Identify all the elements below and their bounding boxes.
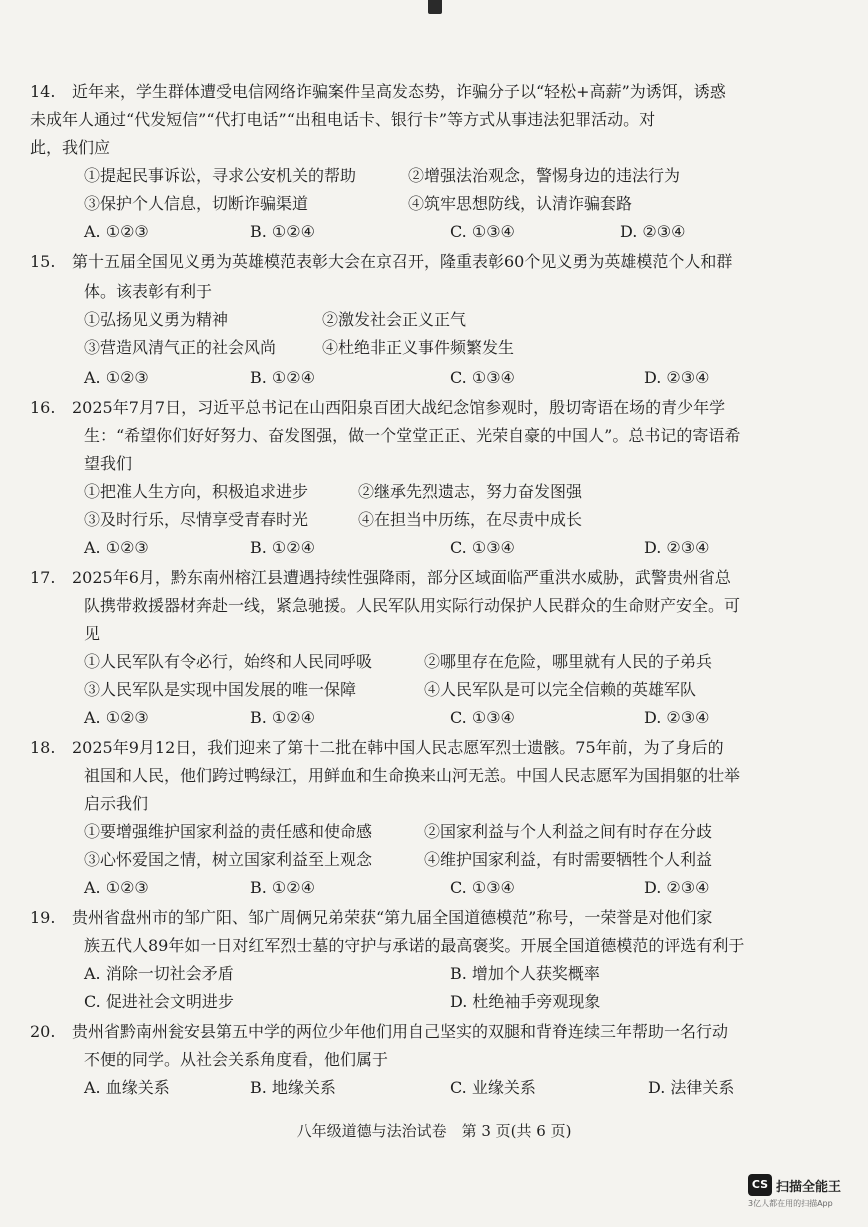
option-b: B. ①②④ [250,708,315,727]
watermark-subtitle: 3亿人都在用的扫描App [748,1199,833,1208]
stem-line: 体。该表彰有利于 [84,282,213,301]
option-d: D. ②③④ [644,878,710,897]
stem-line: 贵州省盘州市的邹广阳、邹广周俩兄弟荣获“第九届全国道德模范”称号，一荣誉是对他们家 [72,908,713,927]
question-number: 16. [30,398,56,417]
statement: ④维护国家利益，有时需要牺牲个人利益 [424,850,713,869]
statement: ③及时行乐，尽情享受青春时光 [84,510,309,529]
statement: ①人民军队有令必行，始终和人民同呼吸 [84,652,373,671]
option-c: C. ①③④ [450,708,515,727]
stem-line: 不便的同学。从社会关系角度看，他们属于 [84,1050,389,1069]
statement: ④在担当中历练，在尽责中成长 [358,510,583,529]
statement: ③保护个人信息，切断诈骗渠道 [84,194,309,213]
stem-line: 祖国和人民，他们跨过鸭绿江，用鲜血和生命换来山河无恙。中国人民志愿军为国捐躯的壮举 [84,766,741,785]
option-b: B. 地缘关系 [250,1078,336,1097]
option-b: B. ①②④ [250,368,315,387]
option-d: D. 杜绝袖手旁观现象 [450,992,601,1011]
statement: ③人民军队是实现中国发展的唯一保障 [84,680,357,699]
option-b: B. ①②④ [250,538,315,557]
statement: ④杜绝非正义事件频繁发生 [322,338,515,357]
stem-line: 启示我们 [84,794,149,813]
stem-line: 未成年人通过“代发短信”“代打电话”“出租电话卡、银行卡”等方式从事违法犯罪活动。对 [30,110,656,129]
question-number: 14. [30,82,56,101]
option-b: B. ①②④ [250,222,315,241]
stem-line: 贵州省黔南州瓮安县第五中学的两位少年他们用自己坚实的双腿和背脊连续三年帮助一名行动 [72,1022,729,1041]
camscanner-logo-icon: CS [748,1174,772,1196]
question-number: 20. [30,1022,56,1041]
option-a: A. ①②③ [84,538,149,557]
option-c: C. 促进社会文明进步 [84,992,234,1011]
statement: ④人民军队是可以完全信赖的英雄军队 [424,680,697,699]
stem-line: 队携带救援器材奔赴一线，紧急驰援。人民军队用实际行动保护人民群众的生命财产安全。可 [84,596,741,615]
statement: ②哪里存在危险，哪里就有人民的子弟兵 [424,652,713,671]
statement: ①把准人生方向，积极追求进步 [84,482,309,501]
watermark-title: 扫描全能王 [776,1180,842,1195]
option-b: B. ①②④ [250,878,315,897]
option-c: C. ①③④ [450,878,515,897]
statement: ①要增强维护国家利益的责任感和使命感 [84,822,373,841]
option-d: D. ②③④ [620,222,686,241]
option-a: A. ①②③ [84,368,149,387]
question-number: 17. [30,568,56,587]
statement: ④筑牢思想防线，认清诈骗套路 [408,194,633,213]
statement: ③营造风清气正的社会风尚 [84,338,277,357]
option-c: C. ①③④ [450,222,515,241]
option-a: A. 血缘关系 [84,1078,170,1097]
statement: ②增强法治观念，警惕身边的违法行为 [408,166,681,185]
option-c: C. ①③④ [450,538,515,557]
option-b: B. 增加个人获奖概率 [450,964,600,983]
question-number: 18. [30,738,56,757]
question-number: 15. [30,252,56,271]
stem-line: 2025年9月12日，我们迎来了第十二批在韩中国人民志愿军烈士遗骸。75年前，为了身后的 [72,738,724,757]
stem-line: 第十五届全国见义勇为英雄模范表彰大会在京召开，隆重表彰60个见义勇为英雄模范个人和群 [72,252,733,271]
scanner-watermark [748,1170,858,1210]
stem-line: 生：“希望你们好好努力、奋发图强，做一个堂堂正正、光荣自豪的中国人”。总书记的寄语希 [84,426,741,445]
option-a: A. ①②③ [84,222,149,241]
statement: ③心怀爱国之情，树立国家利益至上观念 [84,850,373,869]
option-d: D. ②③④ [644,708,710,727]
statement: ②国家利益与个人利益之间有时存在分歧 [424,822,713,841]
option-d: D. ②③④ [644,538,710,557]
stem-line: 族五代人89年如一日对红军烈士墓的守护与承诺的最高褒奖。开展全国道德模范的评选有利于 [84,936,745,955]
option-a: A. ①②③ [84,878,149,897]
stem-line: 近年来，学生群体遭受电信网络诈骗案件呈高发态势，诈骗分子以“轻松+高薪”为诱饵，诱惑 [72,82,726,101]
option-d: D. ②③④ [644,368,710,387]
statement: ②激发社会正义正气 [322,310,467,329]
statement: ①提起民事诉讼，寻求公安机关的帮助 [84,166,357,185]
option-c: C. ①③④ [450,368,515,387]
statement: ①弘扬见义勇为精神 [84,310,229,329]
stem-line: 2025年7月7日，习近平总书记在山西阳泉百团大战纪念馆参观时，殷切寄语在场的青少年学 [72,398,726,417]
question-number: 19. [30,908,56,927]
option-c: C. 业缘关系 [450,1078,536,1097]
option-a: A. ①②③ [84,708,149,727]
page-footer: 八年级道德与法治试卷 第 3 页(共 6 页) [296,1122,572,1140]
stem-line: 见 [84,624,101,643]
stem-line: 2025年6月，黔东南州榕江县遭遇持续性强降雨，部分区域面临严重洪水威胁，武警贵州省总 [72,568,731,587]
stem-line: 此，我们应 [30,138,111,157]
statement: ②继承先烈遗志，努力奋发图强 [358,482,583,501]
option-a: A. 消除一切社会矛盾 [84,964,234,983]
stem-line: 望我们 [84,454,133,473]
binder-clip [428,0,442,14]
option-d: D. 法律关系 [648,1078,735,1097]
